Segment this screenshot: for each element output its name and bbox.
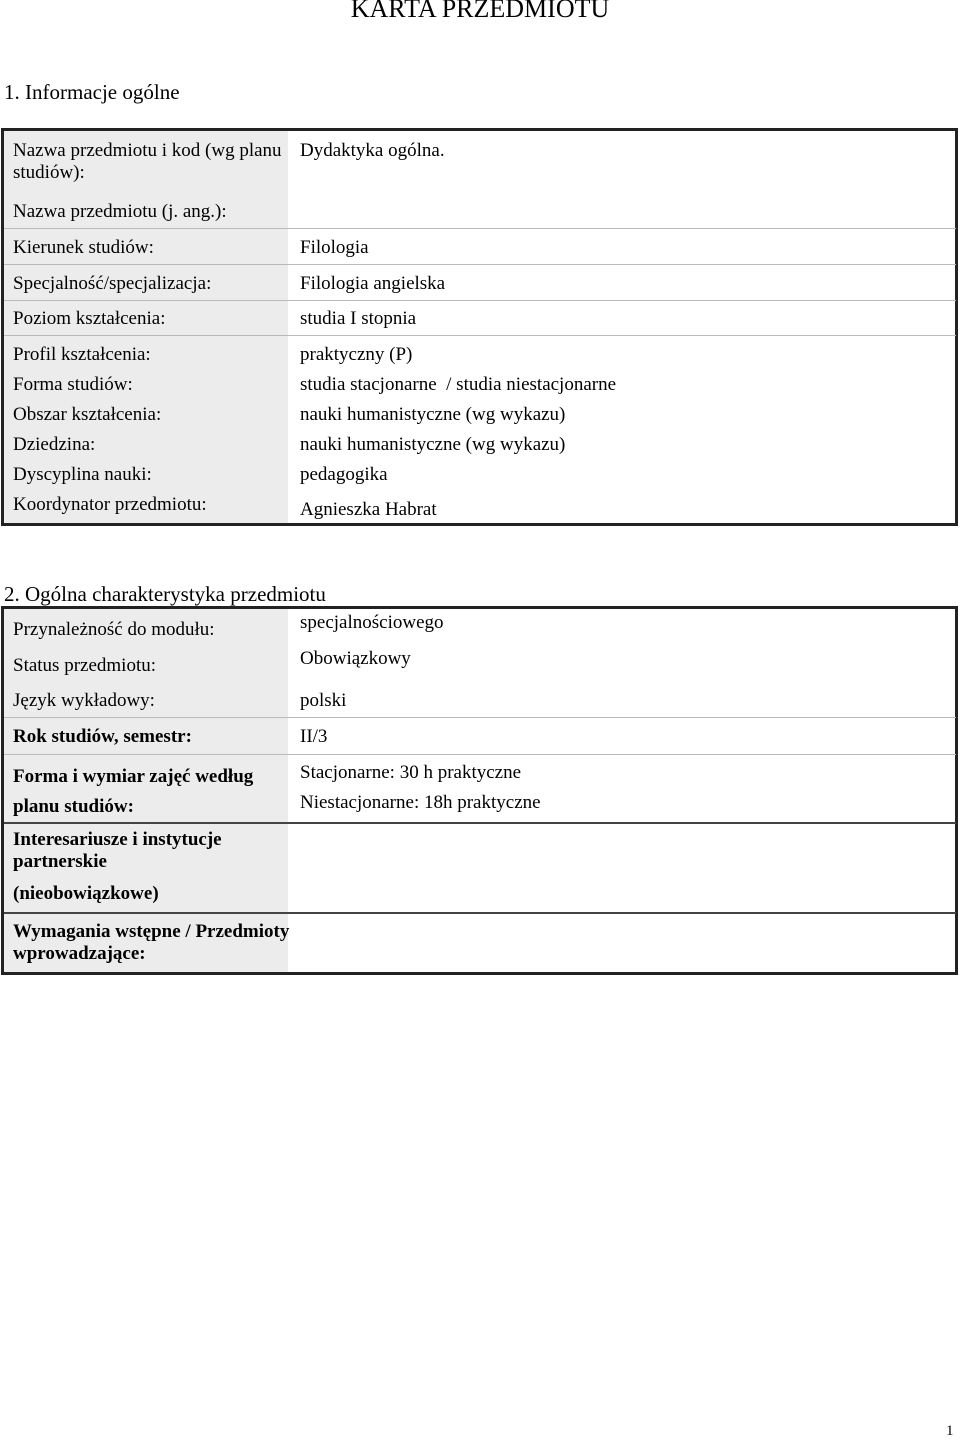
language-label: Język wykładowy: [13,690,155,711]
module-label: Przynależność do modułu: [13,619,215,640]
education-profile-label: Profil kształcenia: [13,344,151,365]
domain-value: nauki humanistyczne (wg wykazu) [300,434,566,455]
specialization-value: Filologia angielska [300,273,446,294]
row-divider [4,717,956,718]
study-form-value: studia stacjonarne / studia niestacjonarne [300,374,617,395]
specialization-label: Specjalność/specjalizacja: [13,273,212,294]
row-divider [4,912,956,914]
education-level-label: Poziom kształcenia: [13,308,166,329]
education-area-label: Obszar kształcenia: [13,404,162,425]
class-form-value-fulltime: Stacjonarne: 30 h praktyczne [300,762,522,783]
prerequisites-label: Wymagania wstępne / Przedmioty wprowadzające: [13,921,290,964]
row-divider [4,264,956,265]
year-semester-label: Rok studiów, semestr: [13,726,192,747]
year-semester-value: II/3 [300,726,328,747]
course-status-value: Obowiązkowy [300,648,411,669]
page-title: KARTA PRZEDMIOTU [350,0,610,23]
section-2-heading: 2. Ogólna charakterystyka przedmiotu [4,582,326,606]
course-status-label: Status przedmiotu: [13,655,157,676]
language-value: polski [300,690,347,711]
stakeholders-label: Interesariusze i instytucje partnerskie [13,829,222,872]
course-name-value: Dydaktyka ogólna. [300,140,445,161]
section-1-heading: 1. Informacje ogólne [4,80,180,104]
class-form-label: Forma i wymiar zajęć według planu studiów: [13,766,254,817]
study-form-label: Forma studiów: [13,374,133,395]
course-name-label: Nazwa przedmiotu i kod (wg planu studiów): [13,140,282,183]
module-value: specjalnościowego [300,612,444,633]
class-form-value-parttime: Niestacjonarne: 18h praktyczne [300,792,541,813]
coordinator-label: Koordynator przedmiotu: [13,494,207,515]
general-info-table [1,128,958,526]
row-divider [4,300,956,301]
coordinator-value: Agnieszka Habrat [300,499,437,520]
education-profile-value: praktyczny (P) [300,344,413,365]
domain-label: Dziedzina: [13,434,96,455]
discipline-label: Dyscyplina nauki: [13,464,152,485]
field-of-study-value: Filologia [300,237,369,258]
row-divider [4,822,956,824]
course-characteristics-table [1,606,958,975]
education-level-value: studia I stopnia [300,308,417,329]
page-number: 1 [946,1423,954,1439]
field-of-study-label: Kierunek studiów: [13,237,154,258]
stakeholders-optional-note: (nieobowiązkowe) [13,883,159,904]
course-name-en-label: Nazwa przedmiotu (j. ang.): [13,201,227,222]
row-divider [4,754,956,755]
row-divider [4,335,956,336]
discipline-value: pedagogika [300,464,388,485]
row-divider [4,228,956,229]
education-area-value: nauki humanistyczne (wg wykazu) [300,404,566,425]
